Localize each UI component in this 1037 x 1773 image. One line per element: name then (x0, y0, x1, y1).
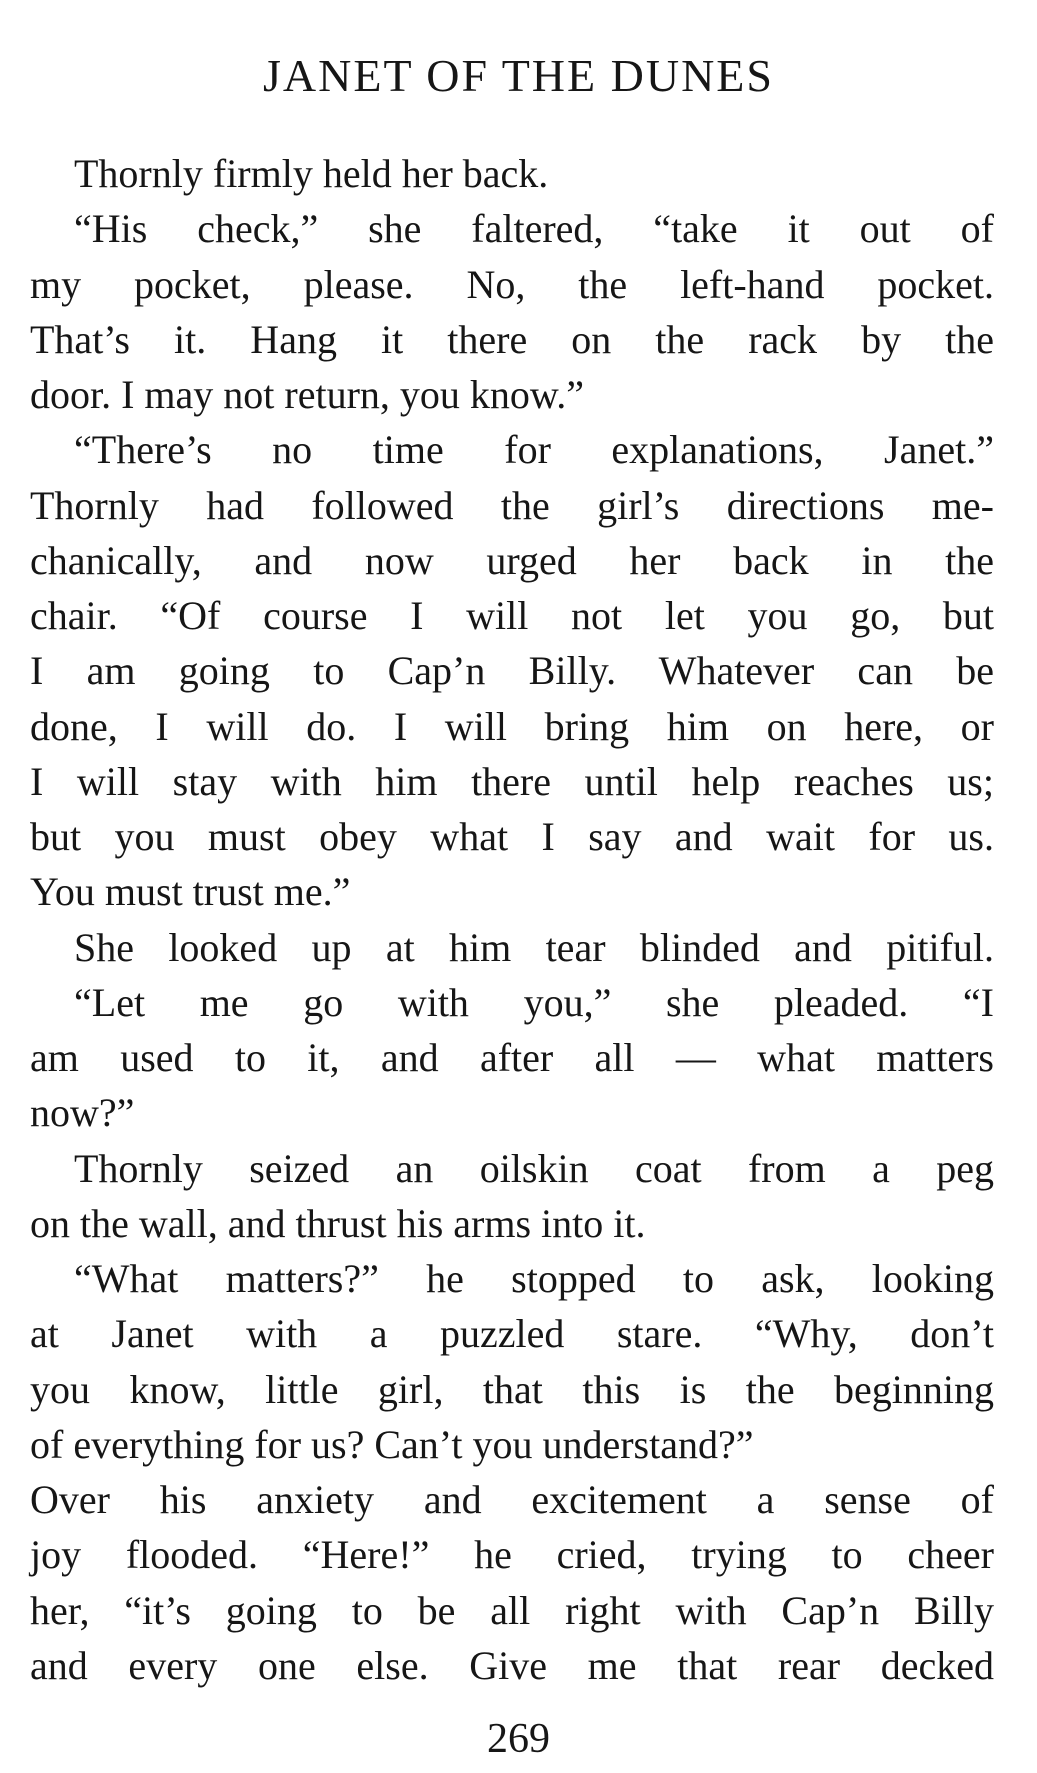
text-line: Thornly seized an oilskin coat from a peg (74, 1145, 994, 1191)
text-line: now?” (30, 1090, 135, 1136)
text-line: Over his anxiety and excitement a sense of (30, 1477, 994, 1522)
running-head: JANET OF THE DUNES (263, 50, 774, 101)
text-line: am used to it, and after all — what matters (30, 1035, 994, 1080)
text-line: but you must obey what I say and wait for us. (30, 814, 994, 859)
text-line: “Let me go with you,” she pleaded. “I (74, 979, 994, 1025)
text-line: You must trust me.” (30, 869, 351, 915)
text-line: done, I will do. I will bring him on here, or (30, 703, 994, 749)
text-line: my pocket, please. No, the left-hand pocket. (30, 261, 994, 307)
text-line: Thornly had followed the girl’s directions me- (30, 482, 994, 528)
text-line: on the wall, and thrust his arms into it. (30, 1200, 646, 1246)
text-line: door. I may not return, you know.” (30, 372, 584, 417)
text-line: Thornly firmly held her back. (74, 151, 549, 196)
text-line: “There’s no time for explanations, Janet.” (74, 427, 994, 473)
text-line: and every one else. Give me that rear decked (30, 1642, 994, 1688)
text-line: at Janet with a puzzled stare. “Why, don’t (30, 1311, 994, 1357)
text-line: “What matters?” he stopped to ask, looking (74, 1256, 994, 1301)
text-line: That’s it. Hang it there on the rack by the (30, 316, 994, 362)
text-line: you know, little girl, that this is the beginning (30, 1366, 994, 1412)
text-line: chair. “Of course I will not let you go, but (30, 593, 994, 638)
text-line: “His check,” she faltered, “take it out of (74, 206, 994, 252)
body-text (30, 146, 994, 1693)
page-number: 269 (487, 1716, 550, 1762)
text-line: She looked up at him tear blinded and pitiful. (74, 924, 994, 970)
text-line: joy flooded. “Here!” he cried, trying to cheer (30, 1532, 994, 1578)
text-line: chanically, and now urged her back in the (30, 537, 994, 583)
text-line: her, “it’s going to be all right with Cap’n Billy (30, 1587, 994, 1633)
text-line: I am going to Cap’n Billy. Whatever can be (30, 648, 994, 694)
text-line: of everything for us? Can’t you understand?” (30, 1421, 754, 1467)
text-line: I will stay with him there until help reaches us; (30, 758, 994, 804)
